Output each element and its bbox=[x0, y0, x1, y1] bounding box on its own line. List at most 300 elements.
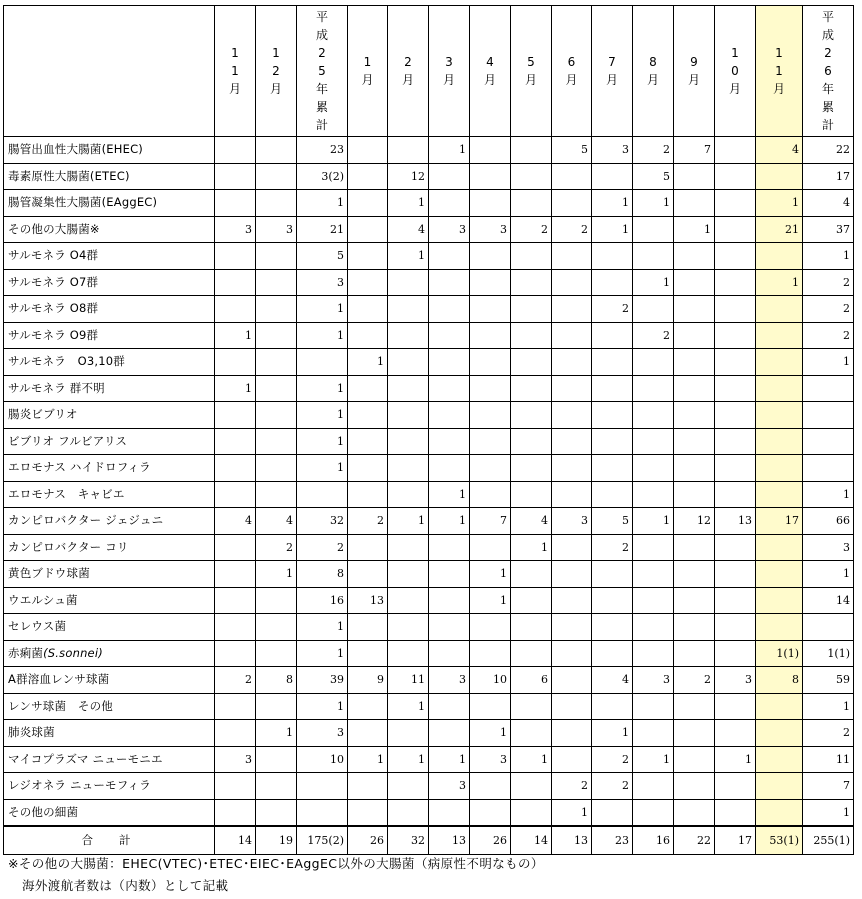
count-cell bbox=[348, 640, 388, 667]
count-cell: 2 bbox=[552, 773, 592, 800]
count-cell bbox=[470, 640, 511, 667]
count-cell: 26 bbox=[348, 826, 388, 855]
count-cell: 3 bbox=[256, 216, 297, 243]
count-cell bbox=[511, 587, 552, 614]
count-cell: 11 bbox=[803, 746, 854, 773]
count-cell bbox=[674, 428, 715, 455]
column-header bbox=[756, 6, 803, 137]
count-cell bbox=[470, 349, 511, 376]
table-row bbox=[4, 614, 854, 641]
count-cell bbox=[348, 137, 388, 164]
column-header-label: 3月 bbox=[442, 55, 455, 87]
count-cell: 1 bbox=[429, 508, 470, 535]
count-cell bbox=[756, 746, 803, 773]
table-row bbox=[4, 455, 854, 482]
count-cell bbox=[674, 640, 715, 667]
count-cell bbox=[348, 216, 388, 243]
count-cell bbox=[348, 163, 388, 190]
count-cell bbox=[256, 455, 297, 482]
count-cell bbox=[756, 693, 803, 720]
count-cell bbox=[552, 402, 592, 429]
bacteria-name bbox=[4, 269, 215, 296]
count-cell bbox=[388, 587, 429, 614]
table-row bbox=[4, 349, 854, 376]
count-cell bbox=[592, 693, 633, 720]
count-cell: 10 bbox=[297, 746, 348, 773]
column-header-label: 12月 bbox=[269, 46, 282, 96]
count-cell bbox=[215, 614, 256, 641]
count-cell bbox=[511, 455, 552, 482]
count-cell bbox=[429, 296, 470, 323]
count-cell: 1 bbox=[633, 746, 674, 773]
count-cell: 1 bbox=[470, 561, 511, 588]
count-cell: 3(2) bbox=[297, 163, 348, 190]
column-header-label: 9月 bbox=[687, 55, 700, 87]
count-cell bbox=[256, 799, 297, 826]
count-cell bbox=[715, 693, 756, 720]
count-cell bbox=[674, 587, 715, 614]
count-cell bbox=[756, 243, 803, 270]
count-cell: 1 bbox=[297, 190, 348, 217]
count-cell bbox=[511, 163, 552, 190]
count-cell: 1 bbox=[470, 720, 511, 747]
count-cell bbox=[674, 269, 715, 296]
count-cell bbox=[511, 269, 552, 296]
count-cell bbox=[633, 773, 674, 800]
count-cell: 3 bbox=[297, 720, 348, 747]
count-cell bbox=[348, 481, 388, 508]
count-cell bbox=[715, 561, 756, 588]
count-cell: 1 bbox=[592, 720, 633, 747]
count-cell bbox=[429, 640, 470, 667]
bacteria-name bbox=[4, 614, 215, 641]
count-cell: 3 bbox=[633, 667, 674, 694]
count-cell: 23 bbox=[592, 826, 633, 855]
count-cell: 1 bbox=[297, 402, 348, 429]
column-header bbox=[256, 6, 297, 137]
column-header bbox=[297, 6, 348, 137]
bacteria-name bbox=[4, 349, 215, 376]
count-cell bbox=[552, 243, 592, 270]
count-cell: 1 bbox=[388, 508, 429, 535]
table-row bbox=[4, 163, 854, 190]
count-cell bbox=[348, 243, 388, 270]
count-cell: 1 bbox=[803, 243, 854, 270]
count-cell bbox=[803, 402, 854, 429]
count-cell: 1 bbox=[297, 693, 348, 720]
count-cell bbox=[552, 163, 592, 190]
count-cell: 3 bbox=[297, 269, 348, 296]
count-cell: 11 bbox=[388, 667, 429, 694]
column-header bbox=[552, 6, 592, 137]
count-cell: 1 bbox=[429, 137, 470, 164]
total-row bbox=[4, 826, 854, 855]
count-cell bbox=[256, 375, 297, 402]
column-header-label: 平成25年累計 bbox=[315, 10, 328, 132]
count-cell bbox=[348, 773, 388, 800]
count-cell: 3 bbox=[470, 216, 511, 243]
bacteria-name-text: カンピロバクター ジェジュニ bbox=[8, 513, 164, 527]
bacteria-name-text: カンピロバクター コリ bbox=[8, 539, 129, 554]
bacteria-name bbox=[4, 455, 215, 482]
count-cell bbox=[388, 137, 429, 164]
count-cell bbox=[429, 720, 470, 747]
count-cell bbox=[674, 163, 715, 190]
count-cell bbox=[511, 375, 552, 402]
count-cell: 3 bbox=[429, 773, 470, 800]
count-cell: 17 bbox=[803, 163, 854, 190]
count-cell bbox=[429, 375, 470, 402]
count-cell bbox=[511, 243, 552, 270]
count-cell bbox=[388, 296, 429, 323]
table-row bbox=[4, 137, 854, 164]
count-cell bbox=[388, 614, 429, 641]
bacteria-name bbox=[4, 481, 215, 508]
count-cell bbox=[633, 693, 674, 720]
count-cell bbox=[592, 614, 633, 641]
count-cell bbox=[592, 322, 633, 349]
count-cell bbox=[592, 428, 633, 455]
count-cell bbox=[388, 402, 429, 429]
count-cell: 32 bbox=[297, 508, 348, 535]
count-cell bbox=[388, 428, 429, 455]
count-cell bbox=[715, 375, 756, 402]
count-cell bbox=[592, 243, 633, 270]
count-cell: 1 bbox=[297, 614, 348, 641]
count-cell bbox=[470, 799, 511, 826]
count-cell bbox=[215, 137, 256, 164]
count-cell: 22 bbox=[803, 137, 854, 164]
count-cell bbox=[511, 322, 552, 349]
count-cell: 7 bbox=[470, 508, 511, 535]
bacteria-name-text: レジオネラ ニューモフィラ bbox=[8, 778, 151, 792]
bacteria-name bbox=[4, 693, 215, 720]
count-cell bbox=[756, 561, 803, 588]
bacteria-name-text: 腸管凝集性大腸菌(EAggEC) bbox=[8, 195, 158, 209]
count-cell: 2 bbox=[674, 667, 715, 694]
count-cell: 1 bbox=[215, 322, 256, 349]
count-cell: 10 bbox=[470, 667, 511, 694]
count-cell bbox=[388, 455, 429, 482]
count-cell bbox=[215, 349, 256, 376]
count-cell bbox=[674, 481, 715, 508]
count-cell bbox=[511, 561, 552, 588]
count-cell: 175(2) bbox=[297, 826, 348, 855]
count-cell bbox=[756, 773, 803, 800]
count-cell bbox=[215, 243, 256, 270]
count-cell: 9 bbox=[348, 667, 388, 694]
count-cell bbox=[470, 534, 511, 561]
count-cell bbox=[388, 375, 429, 402]
count-cell: 1 bbox=[511, 534, 552, 561]
count-cell bbox=[633, 587, 674, 614]
count-cell bbox=[348, 322, 388, 349]
count-cell: 1 bbox=[297, 322, 348, 349]
bacteria-name-text: 合計 bbox=[81, 832, 157, 847]
count-cell bbox=[715, 428, 756, 455]
count-cell: 1 bbox=[256, 561, 297, 588]
bacteria-name-text: サルモネラ O3,10群 bbox=[8, 354, 125, 368]
count-cell bbox=[715, 481, 756, 508]
count-cell bbox=[470, 773, 511, 800]
count-cell bbox=[674, 614, 715, 641]
count-cell bbox=[256, 243, 297, 270]
bacteria-name bbox=[4, 667, 215, 694]
count-cell bbox=[348, 799, 388, 826]
count-cell: 1 bbox=[297, 296, 348, 323]
count-cell bbox=[674, 693, 715, 720]
count-cell bbox=[552, 746, 592, 773]
count-cell bbox=[429, 163, 470, 190]
count-cell: 59 bbox=[803, 667, 854, 694]
count-cell bbox=[756, 720, 803, 747]
count-cell bbox=[633, 216, 674, 243]
count-cell bbox=[470, 614, 511, 641]
bacteria-name-text: 毒素原性大腸菌(ETEC) bbox=[8, 168, 130, 183]
count-cell bbox=[552, 640, 592, 667]
count-cell: 3 bbox=[215, 746, 256, 773]
count-cell bbox=[552, 322, 592, 349]
column-header-label: 1月 bbox=[361, 55, 374, 87]
count-cell: 1 bbox=[297, 455, 348, 482]
count-cell bbox=[256, 402, 297, 429]
table-row bbox=[4, 375, 854, 402]
count-cell: 1 bbox=[756, 269, 803, 296]
count-cell: 1 bbox=[256, 720, 297, 747]
count-cell bbox=[388, 720, 429, 747]
count-cell bbox=[715, 243, 756, 270]
count-cell bbox=[674, 534, 715, 561]
count-cell bbox=[674, 243, 715, 270]
count-cell bbox=[429, 190, 470, 217]
count-cell bbox=[348, 561, 388, 588]
count-cell bbox=[715, 269, 756, 296]
count-cell bbox=[429, 799, 470, 826]
count-cell bbox=[511, 614, 552, 641]
count-cell bbox=[592, 349, 633, 376]
count-cell: 1 bbox=[803, 561, 854, 588]
count-cell bbox=[633, 534, 674, 561]
column-header-label: 7月 bbox=[605, 55, 618, 87]
count-cell bbox=[256, 296, 297, 323]
count-cell bbox=[348, 720, 388, 747]
count-cell: 2 bbox=[803, 322, 854, 349]
count-cell: 2 bbox=[348, 508, 388, 535]
count-cell: 14 bbox=[511, 826, 552, 855]
column-header-label: 平成26年累計 bbox=[821, 10, 834, 132]
table-row bbox=[4, 693, 854, 720]
count-cell bbox=[429, 322, 470, 349]
count-cell: 4 bbox=[388, 216, 429, 243]
count-cell bbox=[715, 163, 756, 190]
count-cell: 1 bbox=[388, 693, 429, 720]
bacteria-name bbox=[4, 216, 215, 243]
bacteria-name-text: サルモネラ O4群 bbox=[8, 248, 99, 262]
count-cell: 2 bbox=[592, 773, 633, 800]
count-cell bbox=[215, 481, 256, 508]
bacteria-name bbox=[4, 720, 215, 747]
column-header bbox=[633, 6, 674, 137]
count-cell bbox=[256, 163, 297, 190]
count-cell: 2 bbox=[633, 322, 674, 349]
count-cell bbox=[215, 428, 256, 455]
count-cell bbox=[470, 428, 511, 455]
count-cell bbox=[715, 190, 756, 217]
count-cell bbox=[511, 428, 552, 455]
count-cell bbox=[470, 243, 511, 270]
count-cell: 1 bbox=[511, 746, 552, 773]
count-cell: 255(1) bbox=[803, 826, 854, 855]
count-cell: 1 bbox=[297, 640, 348, 667]
count-cell bbox=[511, 693, 552, 720]
bacteria-name-text: その他の大腸菌※ bbox=[8, 221, 100, 236]
count-cell: 2 bbox=[803, 296, 854, 323]
bacteria-name-text: その他の細菌 bbox=[8, 804, 79, 819]
count-cell bbox=[511, 640, 552, 667]
table-row bbox=[4, 508, 854, 535]
table-row bbox=[4, 534, 854, 561]
header-row bbox=[4, 6, 854, 137]
count-cell: 2 bbox=[297, 534, 348, 561]
count-cell bbox=[348, 534, 388, 561]
column-header bbox=[348, 6, 388, 137]
count-cell: 1(1) bbox=[803, 640, 854, 667]
count-cell bbox=[470, 296, 511, 323]
count-cell bbox=[552, 428, 592, 455]
column-header-label: 2月 bbox=[401, 55, 414, 87]
count-cell bbox=[756, 587, 803, 614]
count-cell bbox=[297, 799, 348, 826]
count-cell bbox=[715, 296, 756, 323]
count-cell bbox=[215, 269, 256, 296]
bacteria-name bbox=[4, 137, 215, 164]
count-cell bbox=[715, 455, 756, 482]
count-cell bbox=[511, 799, 552, 826]
count-cell bbox=[552, 455, 592, 482]
count-cell: 2 bbox=[256, 534, 297, 561]
bacteria-name-text: 腸管出血性大腸菌(EHEC) bbox=[8, 142, 143, 156]
count-cell bbox=[511, 720, 552, 747]
count-cell bbox=[756, 455, 803, 482]
count-cell bbox=[633, 720, 674, 747]
count-cell: 13 bbox=[715, 508, 756, 535]
count-cell: 4 bbox=[756, 137, 803, 164]
count-cell: 23 bbox=[297, 137, 348, 164]
count-cell bbox=[756, 614, 803, 641]
bacteria-count-table bbox=[3, 5, 854, 855]
count-cell bbox=[756, 799, 803, 826]
column-header bbox=[715, 6, 756, 137]
count-cell bbox=[756, 534, 803, 561]
count-cell bbox=[511, 481, 552, 508]
count-cell: 3 bbox=[715, 667, 756, 694]
count-cell bbox=[297, 481, 348, 508]
count-cell bbox=[470, 269, 511, 296]
count-cell bbox=[633, 349, 674, 376]
bacteria-species-italic: (S.sonnei) bbox=[43, 645, 103, 660]
footnote-other-ecoli: ※その他の大腸菌：EHEC(VTEC)･ETEC･EIEC･EAggEC以外の大腸菌（病原性不明なもの） bbox=[8, 856, 544, 871]
bacteria-name bbox=[4, 322, 215, 349]
count-cell bbox=[511, 296, 552, 323]
bacteria-name bbox=[4, 746, 215, 773]
table-row bbox=[4, 561, 854, 588]
count-cell: 39 bbox=[297, 667, 348, 694]
count-cell bbox=[756, 296, 803, 323]
count-cell bbox=[256, 746, 297, 773]
count-cell bbox=[470, 455, 511, 482]
count-cell bbox=[633, 428, 674, 455]
count-cell bbox=[256, 349, 297, 376]
count-cell bbox=[715, 773, 756, 800]
bacteria-name bbox=[4, 296, 215, 323]
bacteria-name bbox=[4, 561, 215, 588]
column-header-label: 6月 bbox=[565, 55, 578, 87]
table-row bbox=[4, 667, 854, 694]
count-cell: 5 bbox=[552, 137, 592, 164]
table-row bbox=[4, 640, 854, 667]
count-cell: 8 bbox=[256, 667, 297, 694]
count-cell bbox=[215, 534, 256, 561]
count-cell bbox=[552, 587, 592, 614]
count-cell bbox=[715, 720, 756, 747]
count-cell bbox=[429, 534, 470, 561]
count-cell bbox=[552, 375, 592, 402]
count-cell bbox=[256, 269, 297, 296]
count-cell: 1 bbox=[470, 587, 511, 614]
count-cell: 1 bbox=[348, 349, 388, 376]
count-cell: 5 bbox=[297, 243, 348, 270]
count-cell: 17 bbox=[715, 826, 756, 855]
count-cell: 1 bbox=[592, 216, 633, 243]
count-cell bbox=[470, 693, 511, 720]
count-cell: 6 bbox=[511, 667, 552, 694]
count-cell: 3 bbox=[470, 746, 511, 773]
count-cell bbox=[470, 481, 511, 508]
count-cell bbox=[348, 614, 388, 641]
count-cell bbox=[633, 561, 674, 588]
count-cell: 5 bbox=[633, 163, 674, 190]
table-row bbox=[4, 190, 854, 217]
count-cell bbox=[552, 269, 592, 296]
count-cell bbox=[348, 693, 388, 720]
count-cell bbox=[756, 481, 803, 508]
bacteria-name bbox=[4, 587, 215, 614]
count-cell bbox=[715, 322, 756, 349]
count-cell: 1 bbox=[297, 428, 348, 455]
column-header bbox=[215, 6, 256, 137]
count-cell: 1 bbox=[388, 746, 429, 773]
column-header bbox=[511, 6, 552, 137]
count-cell bbox=[388, 269, 429, 296]
bacteria-name-text: サルモネラ O7群 bbox=[8, 274, 99, 289]
bacteria-name-text: サルモネラ O9群 bbox=[8, 327, 99, 342]
count-cell: 8 bbox=[756, 667, 803, 694]
bacteria-name-text: マイコプラズマ ニューモニエ bbox=[8, 751, 163, 766]
count-cell: 3 bbox=[215, 216, 256, 243]
count-cell: 32 bbox=[388, 826, 429, 855]
count-cell bbox=[388, 534, 429, 561]
count-cell bbox=[429, 428, 470, 455]
count-cell bbox=[633, 614, 674, 641]
count-cell: 19 bbox=[256, 826, 297, 855]
bacteria-name-text: ウエルシュ菌 bbox=[8, 592, 78, 607]
table-row bbox=[4, 269, 854, 296]
count-cell bbox=[674, 799, 715, 826]
count-cell bbox=[297, 349, 348, 376]
bacteria-name-text: エロモナス キャビエ bbox=[8, 486, 125, 501]
count-cell bbox=[633, 402, 674, 429]
bacteria-name-text: ビブリオ フルビアリス bbox=[8, 433, 128, 448]
